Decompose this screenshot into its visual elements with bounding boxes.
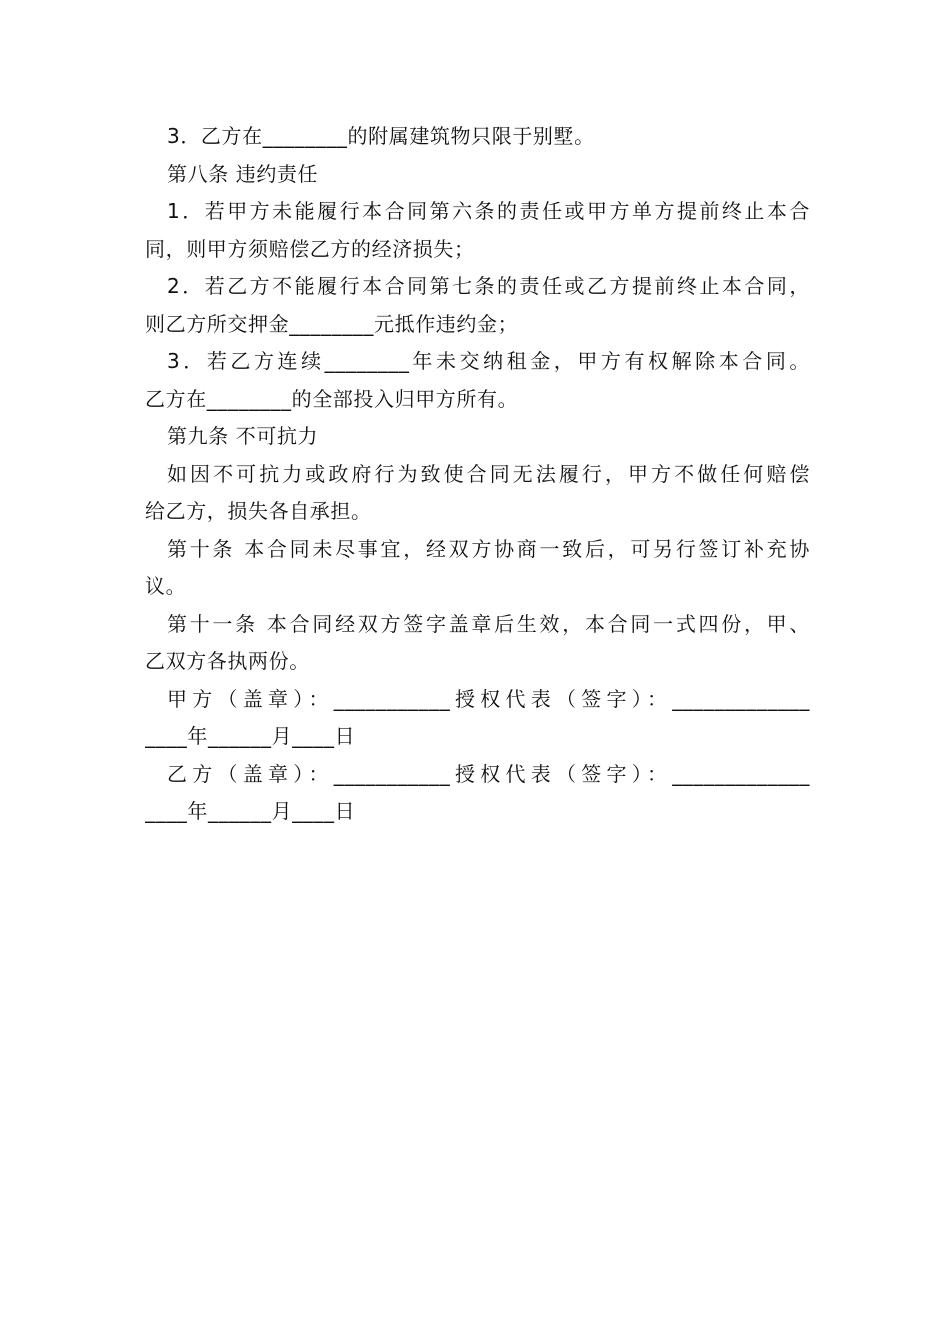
article-8-heading: 第八条 违约责任 bbox=[167, 161, 319, 186]
article-9-text-line-2: 给乙方，损失各自承担。 bbox=[145, 499, 372, 523]
party-b-date-line: ____年______月____日 bbox=[145, 799, 356, 823]
article-8-item-2-line-1: 2．若乙方不能履行本合同第七条的责任或乙方提前终止本合同， bbox=[167, 274, 810, 298]
article-10-line-2: 议。 bbox=[145, 574, 187, 598]
article-8-item-1-line-1: 1．若甲方未能履行本合同第六条的责任或甲方单方提前终止本合 bbox=[167, 199, 810, 223]
article-11-line-1: 第十一条 本合同经双方签字盖章后生效，本合同一式四份，甲、 bbox=[167, 611, 810, 636]
article-9-heading: 第九条 不可抗力 bbox=[167, 424, 319, 448]
clause-7-item-3: 3．乙方在________的附属建筑物只限于别墅。 bbox=[167, 124, 595, 148]
article-9-text-line-1: 如因不可抗力或政府行为致使合同无法履行，甲方不做任何赔偿 bbox=[167, 461, 810, 486]
article-11-line-2: 乙双方各执两份。 bbox=[145, 649, 310, 673]
article-8-item-3-line-2: 乙方在________的全部投入归甲方所有。 bbox=[145, 386, 519, 411]
party-a-signature-line: 甲方（盖章）：___________授权代表（签字）：_____________ bbox=[167, 686, 810, 711]
article-10-line-1: 第十条 本合同未尽事宜，经双方协商一致后，可另行签订补充协 bbox=[167, 536, 810, 561]
document-body bbox=[145, 118, 810, 831]
party-b-signature-line: 乙方（盖章）：___________授权代表（签字）：_____________ bbox=[167, 761, 810, 786]
article-8-item-2-line-2: 则乙方所交押金________元抵作违约金； bbox=[145, 311, 519, 336]
party-a-date-line: ____年______月____日 bbox=[145, 724, 356, 748]
article-8-item-3-line-1: 3．若乙方连续________年未交纳租金，甲方有权解除本合同。 bbox=[167, 349, 810, 373]
article-8-item-1-line-2: 同，则甲方须赔偿乙方的经济损失； bbox=[145, 236, 475, 261]
